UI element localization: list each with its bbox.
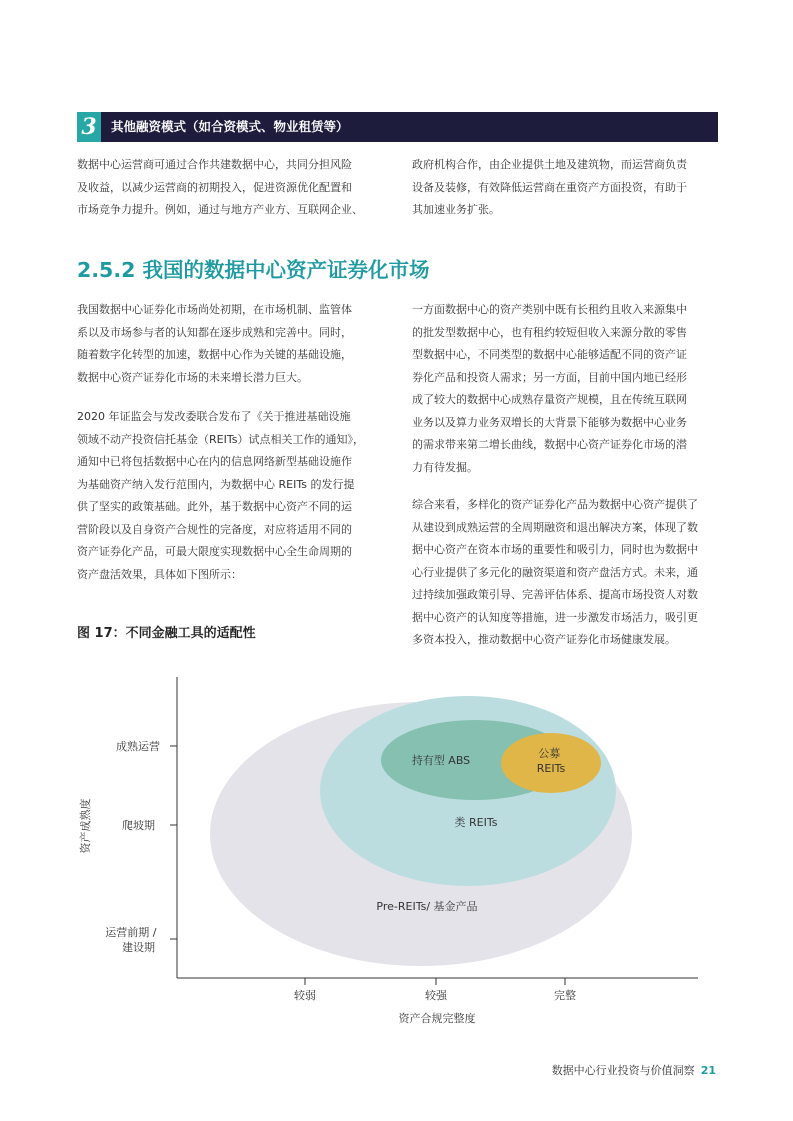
x-tick-label-complete: 完整 — [554, 989, 576, 1002]
y-tick-label-ramp: 爬坡期 — [122, 819, 155, 832]
page-number: 21 — [700, 1064, 716, 1077]
left-paragraph-1 — [77, 299, 382, 389]
y-tick-label-early-line2: 建设期 — [122, 941, 155, 954]
right-paragraph-1 — [412, 299, 718, 479]
text-line: 多资本投入，推动数据中心资产证券化市场健康发展。 — [412, 633, 676, 646]
section-heading: 2.5.2 我国的数据中心资产证券化市场 — [77, 258, 430, 282]
region-label-pre-reits: Pre-REITs/ 基金产品 — [376, 900, 478, 913]
region-label-holding-abs: 持有型 ABS — [411, 754, 471, 767]
y-tick-label-early — [105, 925, 160, 954]
text-line: 数据中心资产证券化市场的未来增长潜力巨大。 — [77, 370, 308, 384]
x-tick-label-weak: 较弱 — [294, 989, 316, 1002]
section-number-badge: 3 — [77, 112, 101, 142]
text-line: 综合来看，多样化的资产证券化产品为数据中心资产提供了 — [412, 498, 698, 511]
text-line: 据中心资产的认知度等措施，进一步激发市场活力，吸引更 — [412, 610, 698, 624]
y-tick-label-mature: 成熟运营 — [116, 740, 160, 753]
text-line: 的批发型数据中心，也有租约较短但收入来源分散的零售 — [412, 325, 687, 339]
text-line: 型数据中心，不同类型的数据中心能够适配不同的资产证 — [412, 348, 687, 361]
text-line: 力有待发掘。 — [412, 460, 478, 474]
text-line: 业务以及算力业务双增长的大背景下能够为数据中心业务 — [412, 415, 687, 429]
figure-title: 图 17：不同金融工具的适配性 — [77, 626, 256, 641]
intro-right-column — [412, 154, 718, 222]
text-line: 营阶段以及自身资产合规性的完备度，对应将适用不同的 — [77, 522, 352, 536]
text-line: 数据中心运营商可通过合作共建数据中心，共同分担风险 — [77, 158, 352, 171]
x-tick-label-strong: 较强 — [425, 989, 447, 1002]
text-line: 资产证券化产品，可最大限度实现数据中心全生命周期的 — [77, 545, 352, 558]
x-axis-title: 资产合规完整度 — [398, 1012, 476, 1025]
text-line: 过持续加强政策引导、完善评估体系、提高市场投资人对数 — [412, 588, 698, 601]
section-header-bar — [77, 112, 718, 142]
text-line: 的需求带来第二增长曲线，数据中心资产证券化市场的潜 — [412, 438, 687, 451]
region-label-public-reits-line1: 公募 — [538, 747, 561, 760]
footer-title: 数据中心行业投资与价值洞察 — [551, 1064, 695, 1077]
y-tick-label-early-line1: 运营前期 / — [105, 926, 157, 939]
region-label-public-reits-line2: REITs — [536, 762, 566, 775]
text-line: 随着数字化转型的加速，数据中心作为关键的基础设施， — [77, 348, 352, 361]
text-line: 市场竞争力提升。例如，通过与地方产业方、互联网企业、 — [77, 203, 363, 216]
section-title: 其他融资模式（如合资模式、物业租赁等） — [111, 119, 349, 134]
text-line: 供了坚实的政策基础。此外，基于数据中心资产不同的运 — [77, 500, 352, 513]
text-line: 我国数据中心证券化市场尚处初期，在市场机制、监管体 — [77, 303, 352, 316]
page-footer — [552, 1062, 716, 1080]
text-line: 从建设到成熟运营的全周期融资和退出解决方案，体现了数 — [412, 520, 698, 534]
text-line: 通知中已将包括数据中心在内的信息网络新型基础设施作 — [77, 455, 352, 468]
text-line: 为基础资产纳入发行范围内，为数据中心 REITs 的发行提 — [77, 477, 355, 491]
text-line: 一方面数据中心的资产类别中既有长租约且收入来源集中 — [412, 303, 687, 316]
region-label-class-reits: 类 REITs — [454, 816, 498, 829]
text-line: 设备及装修，有效降低运营商在重资产方面投资，有助于 — [412, 180, 687, 194]
text-line: 心行业提供了多元化的融资渠道和资产盘活方式。未来，通 — [412, 565, 698, 579]
text-line: 其加速业务扩张。 — [412, 203, 500, 216]
text-line: 系以及市场参与者的认知都在逐步成熟和完善中。同时， — [77, 325, 352, 339]
text-line: 资产盘活效果，具体如下图所示： — [77, 567, 242, 581]
financial-tools-diagram — [0, 660, 793, 1040]
text-line: 领域不动产投资信托基金（REITs）试点相关工作的通知》， — [77, 432, 364, 446]
y-axis-title: 资产成熟度 — [79, 798, 92, 854]
text-line: 2020 年证监会与发改委联合发布了《关于推进基础设施 — [77, 410, 351, 423]
text-line: 政府机构合作，由企业提供土地及建筑物，而运营商负责 — [412, 158, 687, 171]
text-line: 券化产品和投资人需求；另一方面，目前中国内地已经形 — [412, 370, 687, 384]
intro-left-column — [77, 154, 382, 222]
left-paragraph-2 — [77, 406, 382, 586]
text-line: 成了较大的数据中心成熟存量资产规模，且在传统互联网 — [412, 393, 687, 406]
text-line: 及收益，以减少运营商的初期投入，促进资源优化配置和 — [77, 180, 352, 194]
text-line: 据中心资产在资本市场的重要性和吸引力，同时也为数据中 — [412, 543, 698, 556]
right-paragraph-2 — [412, 494, 718, 652]
